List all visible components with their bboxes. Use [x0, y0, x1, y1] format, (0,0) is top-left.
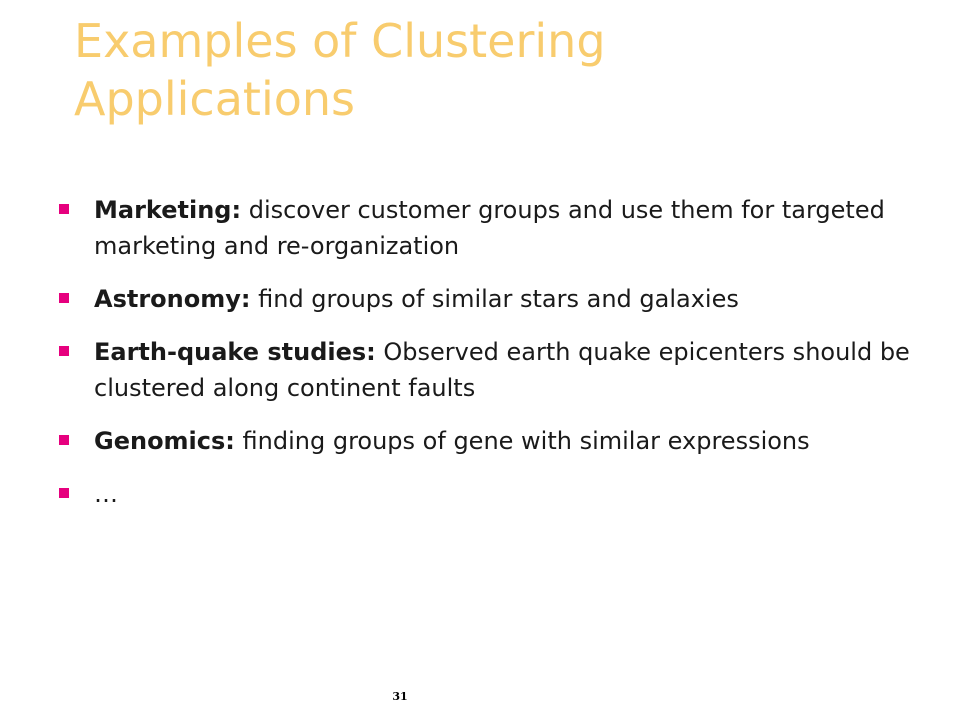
bullet-astronomy	[58, 281, 918, 317]
slide-title-line-1: Examples of Clustering	[74, 14, 606, 68]
bullet-term: Astronomy:	[94, 285, 251, 313]
bullet-list	[58, 192, 918, 529]
bullet-genomics	[58, 423, 918, 459]
slide-title-line-2: Applications	[74, 72, 355, 126]
bullet-text: find groups of similar stars and galaxies	[250, 285, 739, 313]
bullet-term: Marketing:	[94, 196, 242, 224]
bullet-ellipsis	[58, 476, 918, 512]
bullet-text: finding groups of gene with similar expressions	[234, 427, 810, 455]
page-number: 31	[392, 690, 408, 703]
square-bullet-icon	[59, 346, 69, 356]
slide-title	[74, 12, 894, 128]
bullet-earthquake	[58, 334, 918, 406]
bullet-term: Earth-quake studies:	[94, 338, 376, 366]
bullet-term: Genomics:	[94, 427, 235, 455]
square-bullet-icon	[59, 204, 69, 214]
square-bullet-icon	[59, 293, 69, 303]
bullet-marketing	[58, 192, 918, 264]
square-bullet-icon	[59, 435, 69, 445]
bullet-text: …	[94, 480, 118, 508]
bullet-text: Observed earth quake epicenters should be clustered along continent faults	[94, 338, 910, 402]
bullet-text: discover customer groups and use them for targeted marketing and re-organization	[94, 196, 885, 260]
square-bullet-icon	[59, 488, 69, 498]
